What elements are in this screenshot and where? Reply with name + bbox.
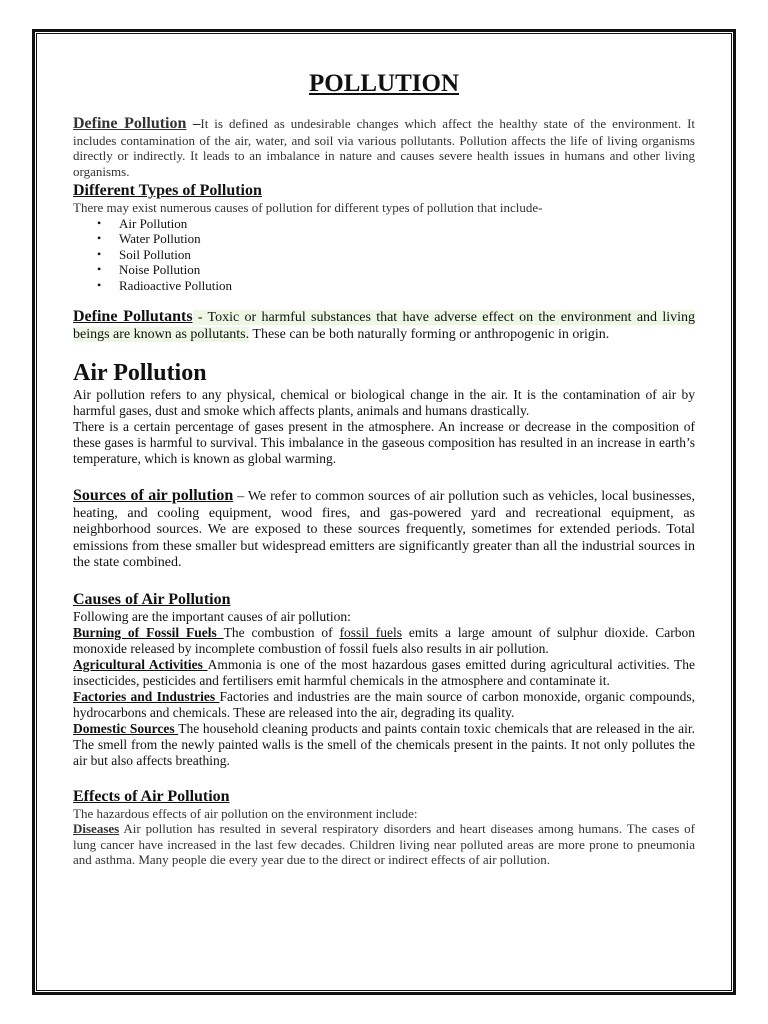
- list-item: • Noise Pollution: [97, 262, 695, 278]
- air-pollution-paragraph-2: There is a certain percentage of gases present in the atmosphere. An increase or decrease in the composition of these gases is harmful to survival. This imbalance in the gaseous composition has resulted in an increase in earth’s temperature, which is known as global warming.: [73, 419, 695, 466]
- domestic-text: The household cleaning products and paints contain toxic chemicals that are released in the air. The smell from the newly painted walls is the smell of the chemicals present in the paints. It not only pollutes the air but also affects breathing.: [73, 720, 696, 768]
- types-heading: Different Types of Pollution: [73, 182, 262, 199]
- sources-paragraph: [73, 488, 695, 572]
- list-item: • Soil Pollution: [97, 247, 695, 263]
- diseases-heading: Diseases: [73, 821, 120, 836]
- cause-factories: [73, 689, 695, 721]
- agricultural-text: Ammonia is one of the most hazardous gases emitted during agricultural activities. The insecticides, pesticides and fertilisers emit harmful chemicals in the atmosphere and contaminate it.: [73, 656, 695, 688]
- causes-heading: Causes of Air Pollution: [73, 590, 231, 608]
- domestic-heading: Domestic Sources: [73, 720, 179, 736]
- page-title: POLLUTION: [308, 70, 460, 97]
- air-pollution-paragraph-1: Air pollution refers to any physical, chemical or biological change in the air. It is the contamination of air by harmful gases, dust and smoke which affects plants, animals and humans drastically.: [73, 387, 695, 418]
- air-pollution-heading: Air Pollution: [73, 360, 207, 386]
- fossil-fuels-text-pre: The combustion of: [223, 624, 340, 640]
- document-body: [73, 66, 695, 868]
- types-intro: There may exist numerous causes of pollution for different types of pollution that include-: [73, 200, 543, 215]
- define-pollutants-highlighted-text: - Toxic or harmful substances that have adverse effect on the environment and living beings are known as pollutants.: [73, 310, 695, 342]
- define-pollutants-heading: Define Pollutants: [73, 308, 193, 325]
- fossil-fuels-link[interactable]: fossil fuels: [339, 624, 402, 640]
- define-pollution-heading: Define Pollution: [73, 115, 187, 132]
- cause-agricultural: [73, 657, 695, 689]
- define-pollutants-text: These can be both naturally forming or anthropogenic in origin.: [249, 326, 610, 342]
- fossil-fuels-heading: Burning of Fossil Fuels: [73, 624, 224, 640]
- effects-intro: The hazardous effects of air pollution on the environment include:: [73, 805, 418, 821]
- list-item: • Radioactive Pollution: [97, 278, 695, 294]
- fossil-fuels-text-post: emits a large amount of sulphur dioxide. Carbon monoxide released by incomplete combustion of fossil fuels also results in air pollution.: [73, 624, 695, 656]
- diseases-text: Air pollution has resulted in several respiratory disorders and heart diseases among humans. The cases of lung cancer have increased in the last few decades. Children living near polluted areas are more prone to pneumonia and asthma. Many people die every year due to the direct or indirect effects of air pollution.: [73, 821, 695, 867]
- sources-text: – We refer to common sources of air pollution such as vehicles, local businesses, heating, and cooling equipment, wood fires, and gas-powered yard and recreational equipment, as neighborhood sources. We are exposed to these sources frequently, sometimes for extended periods. Total emissions from these smaller but widespread emitters are significantly greater than all the industrial sources in the state combined.: [73, 489, 695, 570]
- define-pollutants-paragraph: [73, 309, 695, 343]
- agricultural-heading: Agricultural Activities: [73, 656, 208, 672]
- factories-text: Factories and industries are the main source of carbon monoxide, organic compounds, hydrocarbons and chemicals. These are released into the air, degrading its quality.: [73, 688, 695, 720]
- define-pollution-text: It is defined as undesirable changes which affect the healthy state of the environment. It includes contamination of the air, water, and soil via various pollutants. Pollution affects the life of living organisms directly or indirectly. It leads to an imbalance in nature and causes severe health issues in humans and other living organisms.: [73, 116, 696, 179]
- list-item: • Water Pollution: [97, 231, 695, 247]
- effects-heading: Effects of Air Pollution: [73, 787, 230, 805]
- define-pollution-dash: –: [186, 116, 201, 132]
- causes-intro: Following are the important causes of air pollution:: [73, 608, 351, 624]
- cause-domestic: [73, 721, 695, 769]
- factories-heading: Factories and Industries: [73, 688, 220, 704]
- define-pollution-paragraph: [73, 116, 695, 179]
- pollution-types-list: [73, 216, 695, 294]
- sources-heading: Sources of air pollution: [73, 487, 234, 504]
- effect-diseases: [73, 821, 695, 868]
- list-item: • Air Pollution: [97, 216, 695, 232]
- cause-fossil-fuels: [73, 625, 695, 657]
